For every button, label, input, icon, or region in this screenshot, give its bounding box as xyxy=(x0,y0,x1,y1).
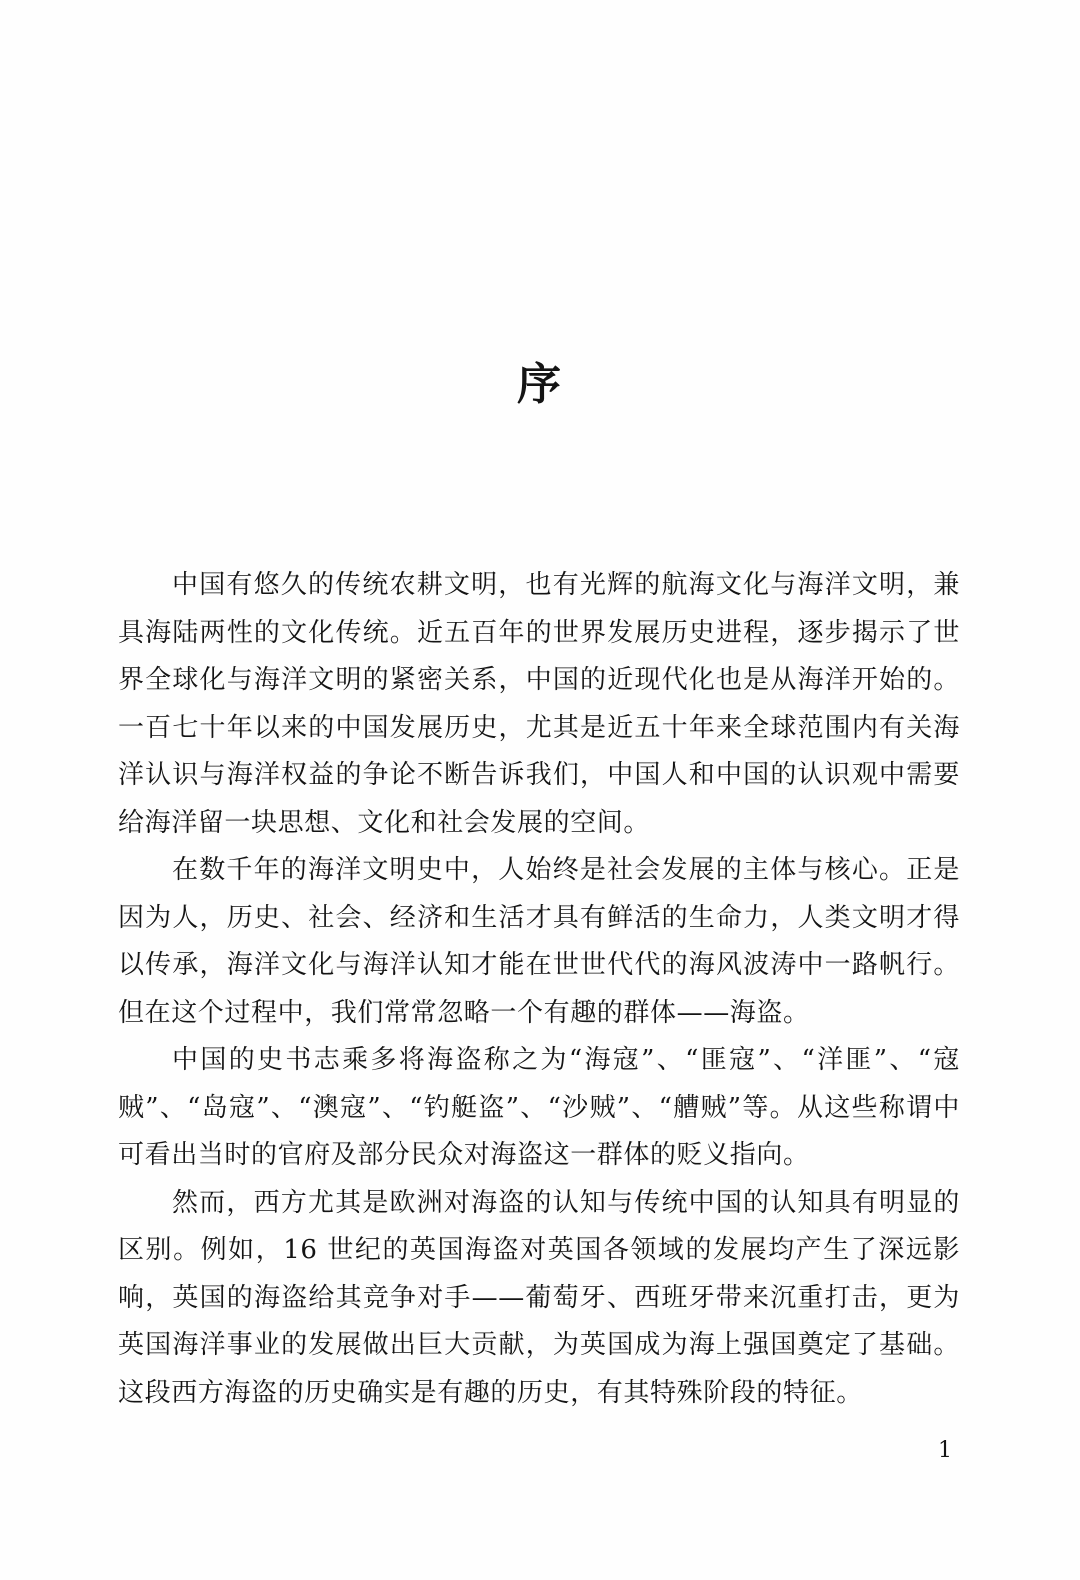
paragraph-2: 在数千年的海洋文明史中，人始终是社会发展的主体与核心。正是因为人，历史、社会、经济和生活才具有鲜活的生命力，人类文明才得以传承，海洋文化与海洋认知才能在世世代代的海风波涛中一路帆行。但在这个过程中，我们常常忽略一个有趣的群体——海盗。 xyxy=(118,855,960,1028)
paragraph-3: 中国的史书志乘多将海盗称之为“海寇”、“匪寇”、“洋匪”、“寇贼”、“岛寇”、“澳寇”、“钓艇盗”、“沙贼”、“艚贼”等。从这些称谓中可看出当时的官府及部分民众对海盗这一群体的贬义指向。 xyxy=(118,1045,960,1170)
paragraph-1: 中国有悠久的传统农耕文明，也有光辉的航海文化与海洋文明，兼具海陆两性的文化传统。近五百年的世界发展历史进程，逐步揭示了世界全球化与海洋文明的紧密关系，中国的近现代化也是从海洋开始的。一百七十年以来的中国发展历史，尤其是近五十年来全球范围内有关海洋认识与海洋权益的争论不断告诉我们，中国人和中国的认识观中需要给海洋留一块思想、文化和社会发展的空间。 xyxy=(118,570,960,838)
page-number: 1 xyxy=(938,1438,952,1463)
page-title: 序 xyxy=(517,359,563,410)
paragraph-4: 然而，西方尤其是欧洲对海盗的认知与传统中国的认知具有明显的区别。例如，16 世纪的英国海盗对英国各领域的发展均产生了深远影响，英国的海盗给其竞争对手——葡萄牙、西班牙带来沉重打击，更为英国海洋事业的发展做出巨大贡献，为英国成为海上强国奠定了基础。这段西方海盗的历史确实是有趣的历史，有其特殊阶段的特征。 xyxy=(118,1187,960,1408)
body-text xyxy=(118,562,960,1417)
